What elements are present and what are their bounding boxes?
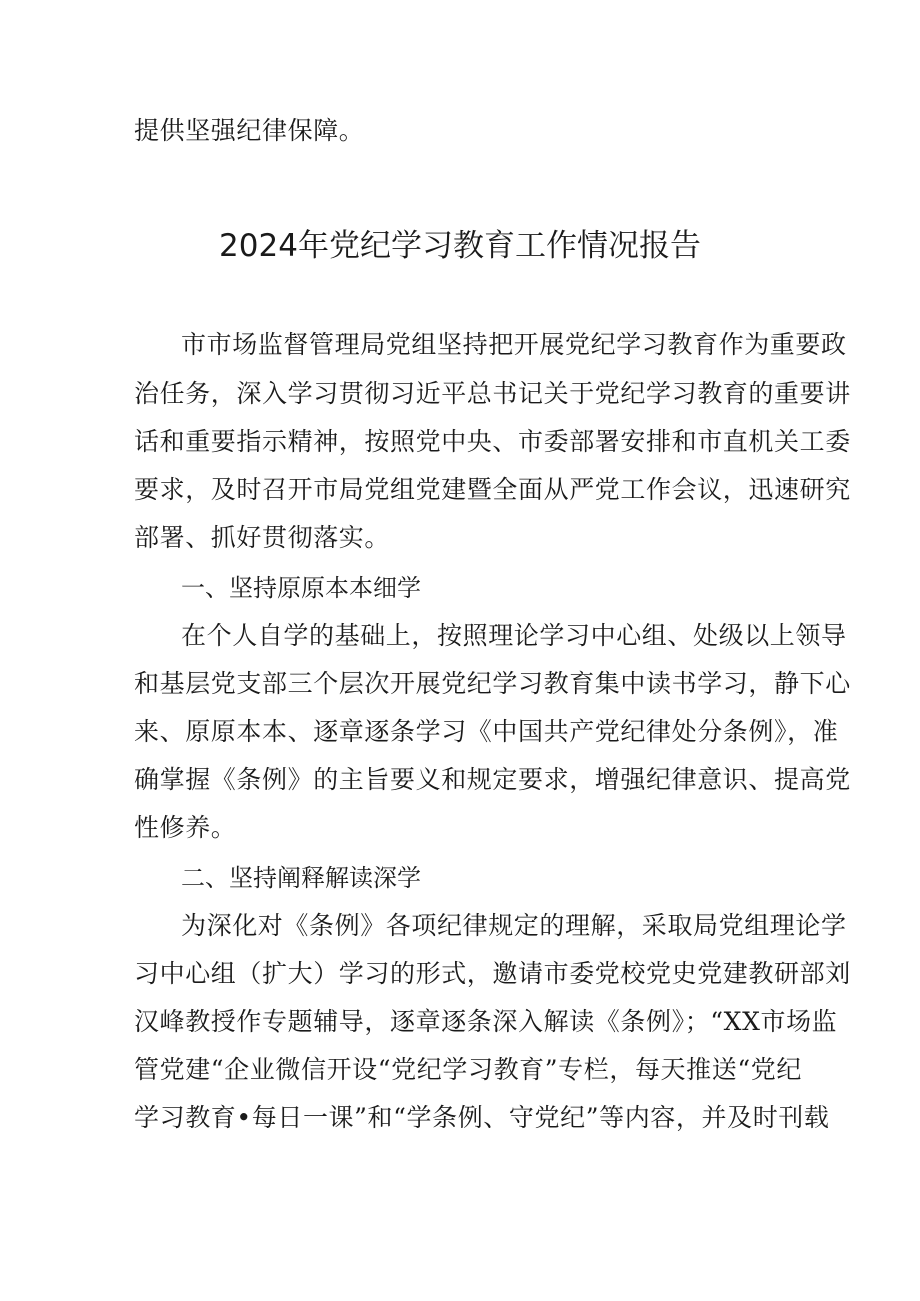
paragraph3-line: 学习教育•每日一课”和“学条例、守党纪”等内容，并及时刊载: [134, 1103, 830, 1132]
paragraph2-line: 性修养。: [134, 813, 237, 842]
paragraph1-line: 部署、抓好贯彻落实。: [134, 523, 391, 552]
section-heading-2: 二、坚持阐释解读深学: [181, 864, 421, 892]
report-title: 2024年党纪学习教育工作情况报告: [219, 228, 701, 264]
paragraph1-line: 要求，及时召开市局党组党建暨全面从严党工作会议，迅速研究: [134, 475, 851, 504]
paragraph2-line: 来、原原本本、逐章逐条学习《中国共产党纪律处分条例》，准: [134, 717, 839, 746]
paragraph3-line: 管党建“企业微信开设“党纪学习教育”专栏，每天推送“党纪: [134, 1055, 802, 1084]
paragraph2-line: 在个人自学的基础上，按照理论学习中心组、处级以上领导: [181, 621, 847, 650]
paragraph3-line: 习中心组（扩大）学习的形式，邀请市委党校党史党建教研部刘: [134, 959, 851, 988]
paragraph1-line: 话和重要指示精神，按照党中央、市委部署安排和市直机关工委: [134, 427, 851, 456]
paragraph3-line: 为深化对《条例》各项纪律规定的理解，采取局党组理论学: [181, 911, 847, 940]
paragraph2-line: 确掌握《条例》的主旨要义和规定要求，增强纪律意识、提高党: [134, 765, 851, 794]
paragraph1-line: 市市场监督管理局党组坚持把开展党纪学习教育作为重要政: [181, 330, 847, 359]
paragraph2-line: 和基层党支部三个层次开展党纪学习教育集中读书学习，静下心: [134, 669, 851, 698]
section-heading-1: 一、坚持原原本本细学: [181, 574, 421, 602]
paragraph3-line: 汉峰教授作专题辅导，逐章逐条深入解读《条例》；“XX市场监: [134, 1007, 838, 1036]
intro-line: 提供坚强纪律保障。: [134, 116, 365, 145]
paragraph1-line: 治任务，深入学习贯彻习近平总书记关于党纪学习教育的重要讲: [134, 379, 851, 408]
